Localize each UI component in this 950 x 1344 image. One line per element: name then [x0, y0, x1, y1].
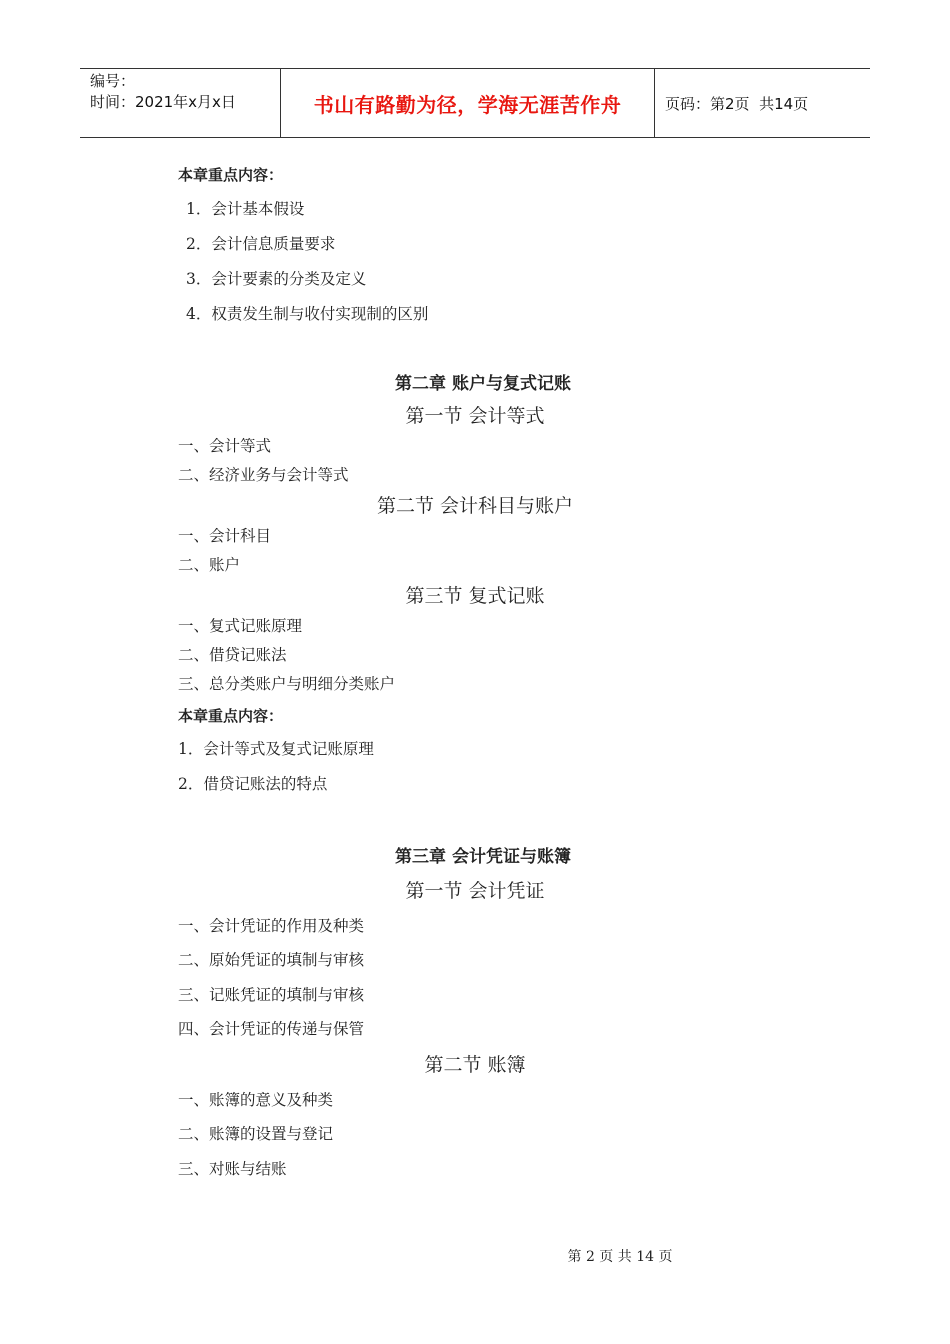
list-item: 二、借贷记账法 — [178, 646, 287, 664]
list-item: 三、总分类账户与明细分类账户 — [178, 675, 396, 693]
list-item: 1．会计等式及复式记账原理 — [178, 740, 374, 758]
document-number-label: 编号： — [90, 72, 136, 90]
list-item: 一、会计科目 — [178, 527, 272, 545]
list-item: 一、会计凭证的作用及种类 — [178, 917, 365, 935]
chapter2-title: 第二章 账户与复式记账 — [395, 374, 571, 394]
list-item: 四、会计凭证的传递与保管 — [178, 1020, 365, 1038]
list-item: 2．借贷记账法的特点 — [178, 775, 328, 793]
list-item: 二、账簿的设置与登记 — [178, 1125, 334, 1143]
list-item: 3．会计要素的分类及定义 — [186, 270, 367, 288]
list-item: 一、复式记账原理 — [178, 617, 303, 635]
page-header — [80, 68, 870, 138]
header-page-info: 页码：第2页 共14页 — [665, 94, 809, 113]
page-footer: 第 2 页 共 14 页 — [567, 1249, 673, 1265]
list-item: 二、原始凭证的填制与审核 — [178, 951, 365, 969]
chapter3-title: 第三章 会计凭证与账簿 — [395, 847, 571, 867]
list-item: 2．会计信息质量要求 — [186, 235, 336, 253]
chapter1-key-label: 本章重点内容： — [178, 166, 284, 184]
list-item: 1．会计基本假设 — [186, 200, 305, 218]
list-item: 一、会计等式 — [178, 437, 272, 455]
document-time-label: 时间：2021年x月x日 — [90, 93, 236, 111]
list-item: 二、账户 — [178, 556, 241, 574]
header-motto: 书山有路勤为径，学海无涯苦作舟 — [281, 69, 655, 137]
chapter2-section1-title: 第一节 会计等式 — [405, 405, 545, 427]
chapter3-section2-title: 第二节 账簿 — [424, 1054, 526, 1076]
header-left-cell — [80, 69, 281, 137]
chapter2-section3-title: 第三节 复式记账 — [405, 585, 545, 607]
chapter3-section1-title: 第一节 会计凭证 — [405, 880, 545, 902]
chapter2-section2-title: 第二节 会计科目与账户 — [376, 495, 574, 517]
list-item: 二、经济业务与会计等式 — [178, 466, 349, 484]
list-item: 一、账簿的意义及种类 — [178, 1091, 334, 1109]
list-item: 4．权责发生制与收付实现制的区别 — [186, 305, 429, 323]
chapter2-key-label: 本章重点内容： — [178, 707, 284, 725]
list-item: 三、记账凭证的填制与审核 — [178, 986, 365, 1004]
list-item: 三、对账与结账 — [178, 1160, 287, 1178]
